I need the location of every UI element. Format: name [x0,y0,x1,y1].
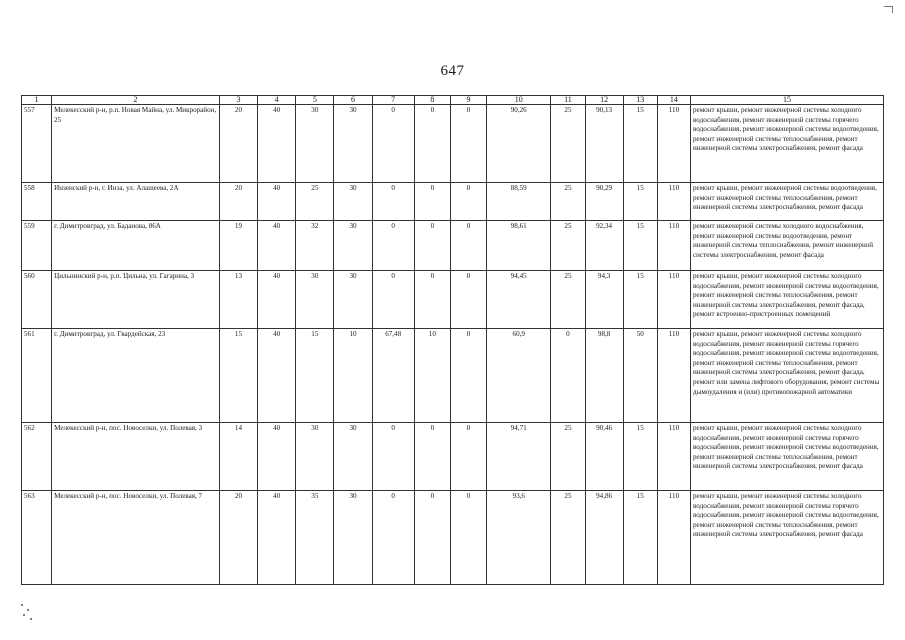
cell-value: 98,8 [585,329,623,423]
cell-value: 0 [450,491,486,585]
cell-value: 15 [623,423,657,491]
cell-value: 0 [372,221,414,271]
cell-value: 15 [623,221,657,271]
cell-value: 30 [334,271,372,329]
column-header: 9 [450,96,486,105]
cell-value: 40 [258,183,296,221]
cell-value: 0 [372,423,414,491]
cell-value: 14 [219,423,257,491]
cell-value: 110 [657,105,690,183]
cell-value: 110 [657,221,690,271]
cell-value: 0 [450,423,486,491]
cell-value: 90,29 [585,183,623,221]
column-header: 13 [623,96,657,105]
cell-value: 15 [623,105,657,183]
cell-value: 0 [450,329,486,423]
cell-value: 25 [551,221,585,271]
cell-value: 94,86 [585,491,623,585]
cell-value: 15 [296,329,334,423]
cell-value: 15 [219,329,257,423]
works-cell: ремонт крыши, ремонт инженерной системы холодного водоснабжения, ремонт инженерной системы водоотведения, ремонт инженерной системы теплоснабжения, ремонт инженерной системы электроснабжения, ремонт фасада, ремонт встроенно-пристроенных помещений [691,271,884,329]
cell-value: 110 [657,491,690,585]
cell-value: 25 [551,491,585,585]
cell-value: 40 [258,271,296,329]
cell-value: 30 [296,105,334,183]
cell-value: 15 [623,491,657,585]
cell-value: 94,3 [585,271,623,329]
cell-value: 25 [296,183,334,221]
column-header: 8 [414,96,450,105]
cell-value: 30 [296,423,334,491]
works-cell: ремонт инженерной системы холодного водоснабжения, ремонт инженерной системы водоотведения, ремонт инженерной системы теплоснабжения, ремонт инженерной системы электроснабжения, ремонт фасада [691,221,884,271]
cell-value: 25 [551,423,585,491]
cell-value: 110 [657,271,690,329]
cell-value: 0 [372,271,414,329]
address-cell: Мелекесский р-н, р.п. Новая Майна, ул. Микрорайон, 25 [52,105,220,183]
column-header: 15 [691,96,884,105]
cell-value: 32 [296,221,334,271]
scan-noise [18,600,48,630]
cell-value: 0 [372,105,414,183]
table-row [22,221,884,271]
row-number: 559 [22,221,52,271]
cell-value: 92,34 [585,221,623,271]
address-cell: Цильнинский р-н, р.п. Цильна, ул. Гагарина, 3 [52,271,220,329]
row-number: 557 [22,105,52,183]
cell-value: 20 [219,183,257,221]
cell-value: 90,46 [585,423,623,491]
page-number: 647 [440,63,465,79]
row-number: 560 [22,271,52,329]
column-header: 3 [219,96,257,105]
cell-value: 30 [334,423,372,491]
works-cell: ремонт крыши, ремонт инженерной системы холодного водоснабжения, ремонт инженерной системы горячего водоснабжения, ремонт инженерной системы водоотведения, ремонт инженерной системы теплоснабжения, ремонт инженерной системы электроснабжения, ремонт фасада [691,105,884,183]
cell-value: 0 [372,183,414,221]
cell-value: 0 [414,491,450,585]
works-cell: ремонт крыши, ремонт инженерной системы холодного водоснабжения, ремонт инженерной системы горячего водоснабжения, ремонт инженерной системы водоотведения, ремонт инженерной системы теплоснабжения, ремонт инженерной системы электроснабжения, ремонт фасада, ремонт или замена лифтового оборудования, ремонт системы дымоудаления и (или) противопожарной автоматики [691,329,884,423]
table-row [22,271,884,329]
cell-value: 20 [219,491,257,585]
address-cell: Мелекесский р-н, пос. Новоселки, ул. Полевая, 7 [52,491,220,585]
cell-value: 10 [334,329,372,423]
cell-value: 0 [372,491,414,585]
cell-value: 94,45 [487,271,551,329]
cell-value: 13 [219,271,257,329]
cell-value: 15 [623,271,657,329]
cell-value: 25 [551,271,585,329]
scan-corner-mark [884,6,893,13]
cell-value: 98,61 [487,221,551,271]
registry-table [21,95,884,585]
address-cell: г. Димитровград, ул. Баданова, 86А [52,221,220,271]
cell-value: 0 [450,221,486,271]
cell-value: 30 [296,271,334,329]
cell-value: 0 [414,271,450,329]
column-header: 12 [585,96,623,105]
table-header-row [22,96,884,105]
works-cell: ремонт крыши, ремонт инженерной системы холодного водоснабжения, ремонт инженерной системы горячего водоснабжения, ремонт инженерной системы водоотведения, ремонт инженерной системы теплоснабжения, ремонт инженерной системы электроснабжения, ремонт фасада [691,423,884,491]
works-cell: ремонт крыши, ремонт инженерной системы холодного водоснабжения, ремонт инженерной системы горячего водоснабжения, ремонт инженерной системы водоотведения, ремонт инженерной системы теплоснабжения, ремонт инженерной системы электроснабжения, ремонт фасада [691,491,884,585]
column-header: 1 [22,96,52,105]
cell-value: 0 [551,329,585,423]
works-cell: ремонт крыши, ремонт инженерной системы водоотведения, ремонт инженерной системы теплоснабжения, ремонт инженерной системы электроснабжения, ремонт фасада [691,183,884,221]
cell-value: 0 [414,183,450,221]
cell-value: 110 [657,183,690,221]
cell-value: 15 [623,183,657,221]
column-header: 6 [334,96,372,105]
column-header: 7 [372,96,414,105]
cell-value: 90,26 [487,105,551,183]
cell-value: 30 [334,491,372,585]
cell-value: 110 [657,423,690,491]
column-header: 4 [258,96,296,105]
cell-value: 40 [258,105,296,183]
column-header: 2 [52,96,220,105]
cell-value: 40 [258,423,296,491]
cell-value: 30 [334,105,372,183]
cell-value: 19 [219,221,257,271]
cell-value: 93,6 [487,491,551,585]
row-number: 563 [22,491,52,585]
row-number: 561 [22,329,52,423]
cell-value: 30 [334,221,372,271]
cell-value: 0 [414,423,450,491]
cell-value: 0 [414,221,450,271]
cell-value: 40 [258,221,296,271]
cell-value: 88,59 [487,183,551,221]
cell-value: 110 [657,329,690,423]
cell-value: 0 [450,183,486,221]
cell-value: 0 [450,105,486,183]
cell-value: 35 [296,491,334,585]
cell-value: 10 [414,329,450,423]
cell-value: 40 [258,329,296,423]
cell-value: 25 [551,183,585,221]
cell-value: 25 [551,105,585,183]
column-header: 14 [657,96,690,105]
table-row [22,423,884,491]
column-header: 10 [487,96,551,105]
address-cell: Инзенский р-н, г. Инза, ул. Алашеева, 2А [52,183,220,221]
cell-value: 67,48 [372,329,414,423]
table-row [22,183,884,221]
row-number: 562 [22,423,52,491]
table-row [22,491,884,585]
cell-value: 20 [219,105,257,183]
cell-value: 0 [414,105,450,183]
cell-value: 50 [623,329,657,423]
column-header: 11 [551,96,585,105]
table-row [22,329,884,423]
cell-value: 40 [258,491,296,585]
cell-value: 90,13 [585,105,623,183]
cell-value: 0 [450,271,486,329]
address-cell: г. Димитровград, ул. Гвардейская, 23 [52,329,220,423]
row-number: 558 [22,183,52,221]
address-cell: Мелекесский р-н, пос. Новоселки, ул. Полевая, 3 [52,423,220,491]
column-header: 5 [296,96,334,105]
cell-value: 94,71 [487,423,551,491]
cell-value: 60,9 [487,329,551,423]
cell-value: 30 [334,183,372,221]
table-row [22,105,884,183]
